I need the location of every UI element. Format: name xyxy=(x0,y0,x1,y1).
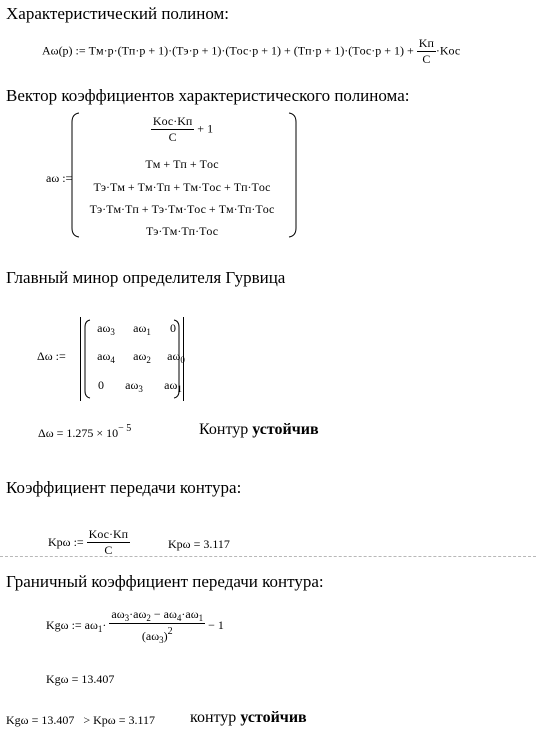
fraction-kp-over-c: $\frac{Kп}{C}$ xyxy=(418,36,434,66)
formula-lhs: Aω(p) := xyxy=(42,43,86,58)
heading-boundary-coefficient: Граничный коэффициент передачи контура: xyxy=(6,572,324,591)
verdict-stable-2: контур устойчив xyxy=(190,709,307,726)
determinant-result: $\Delta\omega = 1.275 \times 10^{- 5}$ xyxy=(38,423,132,440)
transfer-coefficient-result: Kpω = 3.117 xyxy=(168,537,230,551)
formula-characteristic-polynomial xyxy=(42,36,460,67)
transfer-coefficient-formula: Kpω := $\frac{\text{Kос·Kп}}{C}$ xyxy=(48,527,129,557)
heading-characteristic-polynomial: Характеристический полином: xyxy=(6,4,230,23)
vector-row-4: Tэ·Tм·Tп + Tэ·Tм·Tос + Tм·Tп·Tос xyxy=(89,202,275,216)
matrix-row-1: $a\omega_3$ $a\omega_1$ 0 xyxy=(97,321,176,337)
page-break-divider xyxy=(0,556,536,557)
vector-row-1: $\frac{\text{Kос·Kп}}{C}$ + 1 xyxy=(152,114,214,144)
formula-expr-part1: Tм·p·(Tп·p + 1)·(Tэ·p + 1)·(Tос·p + 1) + (Tп·p + 1)·(Tос·p + 1) + xyxy=(88,43,414,58)
heading-coefficient-vector: Вектор коэффициентов характеристического полинома: xyxy=(6,86,410,105)
determinant-lhs: Δω := xyxy=(37,349,66,363)
boundary-coefficient-result: Kgω = 13.407 xyxy=(46,672,115,686)
verdict-stable-1: Контур устойчив xyxy=(199,421,319,438)
vector-row-5: Tэ·Tм·Tп·Tос xyxy=(145,224,219,238)
vector-row-2: Tм + Tп + Tос xyxy=(145,157,219,171)
vector-lhs: aω := xyxy=(46,171,73,185)
matrix-row-2: $a\omega_4$ $a\omega_2$ $a\omega_0$ xyxy=(97,349,185,365)
heading-transfer-coefficient: Коэффициент передачи контура: xyxy=(6,478,242,497)
comparison-expression: Kgω = 13.407 > Kpω = 3.117 xyxy=(6,713,156,727)
determinant-bar-left xyxy=(80,317,81,401)
boundary-coefficient-formula: Kgω := $a\omega_1\cdot$ $\frac{a\omega_3\cdot a\omega_2 - a\omega_4\cdot a\omega_1}{(a\omega_3)^2}$ − 1 xyxy=(46,607,224,645)
formula-expr-part2: ·Kос xyxy=(435,43,461,58)
vector-row-3: Tэ·Tм + Tм·Tп + Tм·Tос + Tп·Tос xyxy=(93,180,271,194)
matrix-row-3: 0 $a\omega_3$ $a\omega_1$ xyxy=(98,378,182,394)
heading-hurwitz-minor: Главный минор определителя Гурвица xyxy=(6,268,286,287)
